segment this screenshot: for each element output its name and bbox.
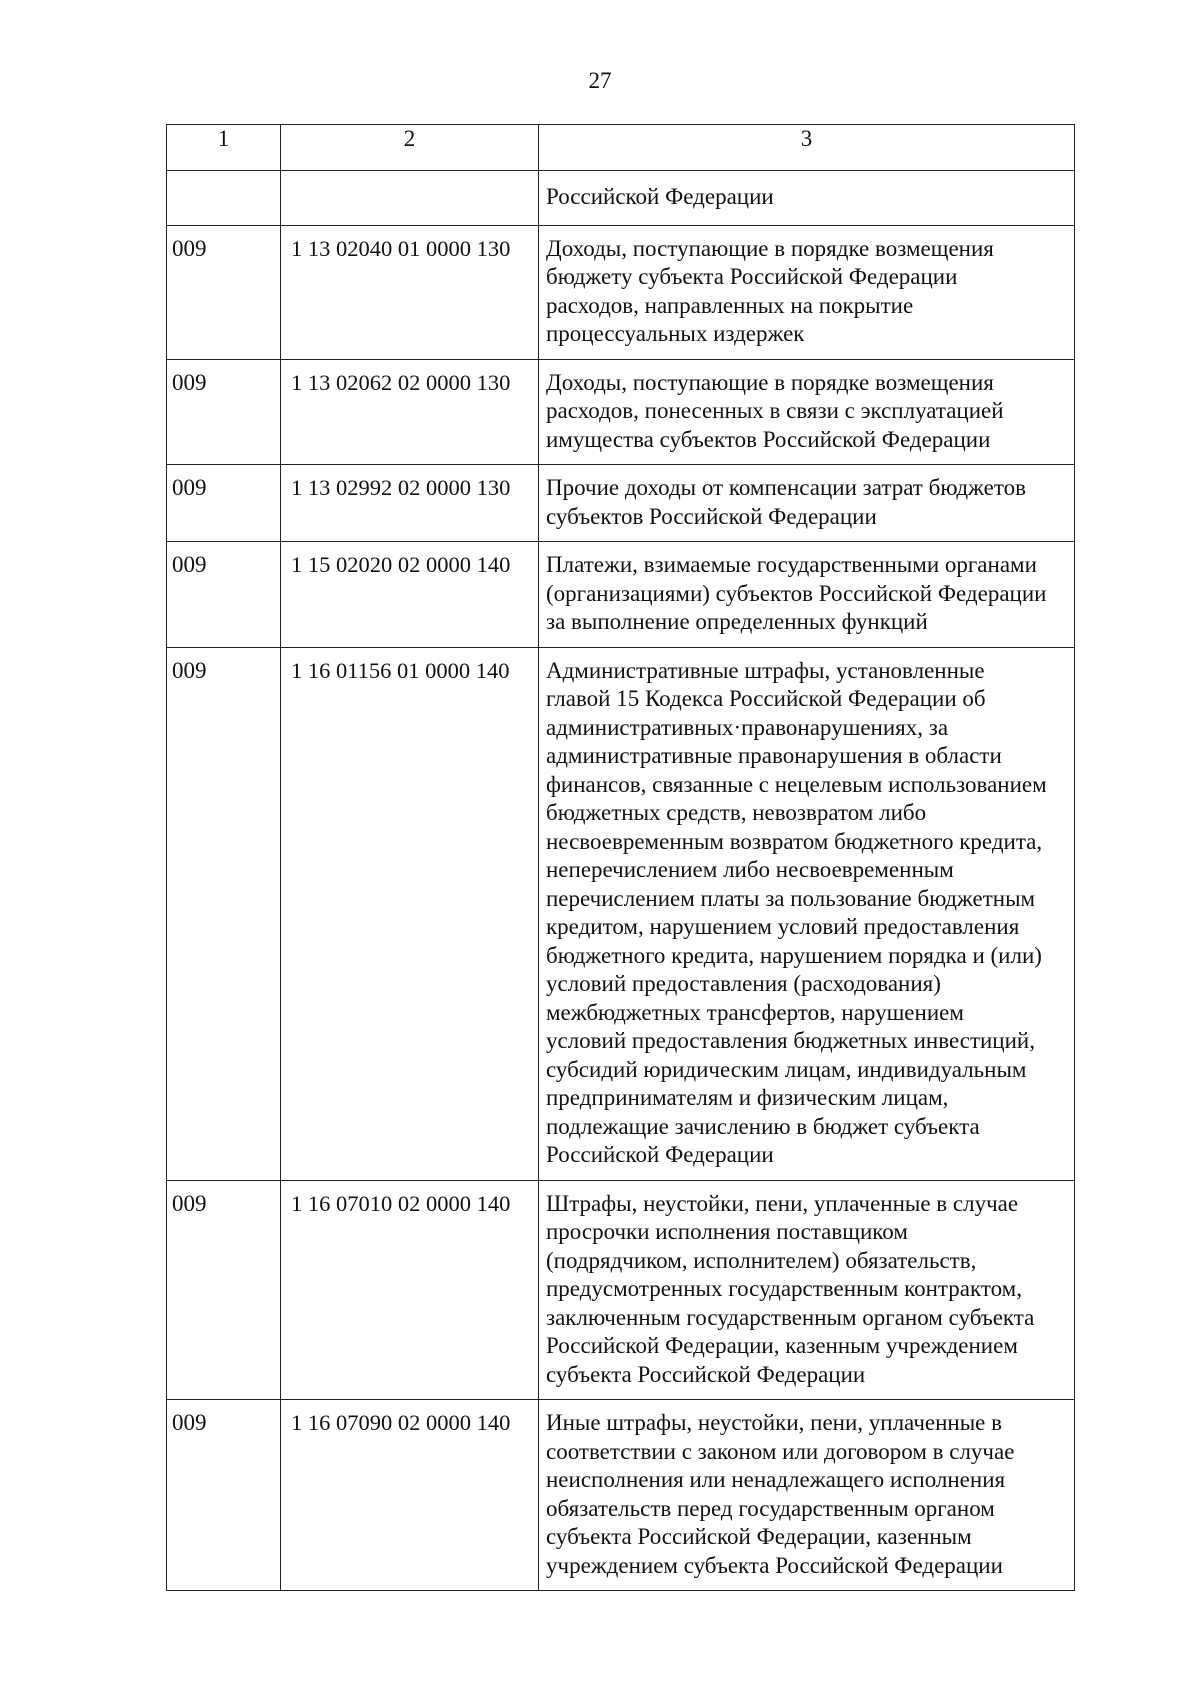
description-text (539, 171, 1074, 225)
description-line: Штрафы, неустойки, пени, уплаченные в случае (546, 1190, 1019, 1216)
cell-admin-code (167, 1400, 281, 1591)
budget-code-text: 1 16 01156 01 0000 140 (291, 657, 510, 683)
description-line: заключенным государственным органом субъекта (546, 1304, 1035, 1330)
admin-code-text: 009 (172, 369, 207, 395)
description-line: бюджетного кредита, нарушением порядка и (или) (546, 942, 1042, 968)
description-line: несвоевременным возвратом бюджетного кредита, (546, 828, 1043, 854)
table-row (167, 225, 1075, 359)
cell-description (539, 542, 1075, 648)
table-row (167, 542, 1075, 648)
description-text (539, 465, 1074, 541)
column-header-1: 1 (167, 125, 281, 171)
table-row (167, 465, 1075, 542)
budget-code-text: 1 16 07010 02 0000 140 (291, 1190, 511, 1216)
description-line: перечислением платы за пользование бюджетным (546, 885, 1036, 911)
cell-budget-code (281, 542, 539, 648)
description-line: расходов, понесенных в связи с эксплуатацией (546, 398, 1004, 423)
description-line: административных·правонарушениях, за (546, 714, 949, 740)
description-text (539, 1400, 1074, 1590)
description-line: обязательств перед государственным органом (546, 1495, 995, 1521)
description-line: Доходы, поступающие в порядке возмещения (546, 235, 994, 261)
description-line: за выполнение определенных функций (546, 609, 928, 634)
cell-description (539, 465, 1075, 542)
cell-budget-code (281, 465, 539, 542)
table-row (167, 171, 1075, 226)
description-text (539, 1181, 1074, 1400)
cell-description (539, 225, 1075, 359)
page-number: 27 (588, 68, 612, 93)
description-line: Иные штрафы, неустойки, пени, уплаченные в (546, 1410, 1003, 1435)
description-line: подлежащие зачислению в бюджет субъекта (546, 1113, 980, 1139)
description-line: финансов, связанные с нецелевым использованием (546, 771, 1047, 797)
description-text (539, 226, 1074, 359)
cell-description (539, 359, 1075, 465)
description-line: расходов, направленных на покрытие (546, 292, 914, 318)
description-line: условий предоставления (расходования) (546, 971, 941, 996)
budget-code-text: 1 13 02992 02 0000 130 (291, 475, 511, 500)
description-line: бюджету субъекта Российской Федерации (546, 264, 958, 289)
description-line: субъекта Российской Федерации (546, 1361, 866, 1387)
description-line: главой 15 Кодекса Российской Федерации об (546, 686, 986, 711)
budget-code-text: 1 15 02020 02 0000 140 (291, 552, 511, 577)
description-line: Административные штрафы, установленные (546, 657, 985, 683)
revenue-codes-table (166, 124, 1075, 1591)
budget-code-text (281, 171, 538, 196)
admin-code-text: 009 (172, 235, 207, 261)
cell-budget-code (281, 171, 539, 226)
table-row (167, 1180, 1075, 1400)
cell-admin-code (167, 465, 281, 542)
description-line: Российской Федерации (546, 184, 774, 209)
cell-budget-code (281, 647, 539, 1180)
cell-description (539, 647, 1075, 1180)
cell-admin-code (167, 225, 281, 359)
budget-code-text: 1 16 07090 02 0000 140 (291, 1410, 511, 1435)
cell-description (539, 171, 1075, 226)
description-line: межбюджетных трансфертов, нарушением (546, 999, 964, 1025)
cell-budget-code (281, 1180, 539, 1400)
description-line: субсидий юридическим лицам, индивидуальным (546, 1056, 1027, 1082)
cell-admin-code (167, 171, 281, 226)
description-line: бюджетных средств, невозвратом либо (546, 800, 927, 825)
description-line: имущества субъектов Российской Федерации (546, 426, 991, 452)
table-body (167, 171, 1075, 1591)
cell-admin-code (167, 647, 281, 1180)
description-line: соответствии с законом или договором в случае (546, 1438, 1015, 1464)
description-line: неисполнения или ненадлежащего исполнения (546, 1467, 1006, 1492)
admin-code-text (167, 171, 280, 196)
description-line: просрочки исполнения поставщиком (546, 1219, 908, 1244)
description-line: условий предоставления бюджетных инвестиций, (546, 1028, 1035, 1053)
cell-admin-code (167, 1180, 281, 1400)
description-line: кредитом, нарушением условий предоставления (546, 914, 1020, 939)
cell-admin-code (167, 542, 281, 648)
description-line: учреждением субъекта Российской Федерации (546, 1552, 1003, 1578)
description-line: неперечислением либо несвоевременным (546, 857, 954, 882)
description-line: Российской Федерации (546, 1142, 774, 1167)
cell-budget-code (281, 1400, 539, 1591)
description-line: (организациями) субъектов Российской Федерации (546, 580, 1047, 606)
description-line: предусмотренных государственным контрактом, (546, 1276, 1022, 1301)
column-header-2: 2 (281, 125, 539, 171)
description-line: (подрядчиком, исполнителем) обязательств, (546, 1247, 977, 1273)
table-row (167, 647, 1075, 1180)
description-line: Российской Федерации, казенным учреждением (546, 1333, 1018, 1358)
admin-code-text: 009 (172, 657, 207, 683)
description-line: процессуальных издержек (546, 321, 805, 346)
admin-code-text: 009 (172, 552, 207, 577)
description-line: Прочие доходы от компенсации затрат бюджетов (546, 475, 1026, 500)
description-line: административные правонарушения в области (546, 743, 1002, 768)
cell-description (539, 1400, 1075, 1591)
description-line: субъекта Российской Федерации, казенным (546, 1524, 972, 1549)
table-header-row (167, 125, 1075, 171)
budget-code-text: 1 13 02040 01 0000 130 (291, 235, 511, 261)
description-line: субъектов Российской Федерации (546, 503, 877, 529)
budget-code-text: 1 13 02062 02 0000 130 (291, 369, 511, 395)
description-line: Платежи, взимаемые государственными органами (546, 552, 1037, 577)
column-header-3: 3 (539, 125, 1075, 171)
table-row (167, 1400, 1075, 1591)
description-line: Доходы, поступающие в порядке возмещения (546, 369, 994, 395)
description-text (539, 360, 1074, 465)
cell-description (539, 1180, 1075, 1400)
cell-budget-code (281, 359, 539, 465)
admin-code-text: 009 (172, 475, 207, 500)
description-line: предпринимателям и физическим лицам, (546, 1085, 949, 1110)
cell-admin-code (167, 359, 281, 465)
admin-code-text: 009 (172, 1190, 207, 1216)
description-text (539, 648, 1074, 1180)
table-row (167, 359, 1075, 465)
cell-budget-code (281, 225, 539, 359)
admin-code-text: 009 (172, 1410, 207, 1435)
description-text (539, 542, 1074, 647)
